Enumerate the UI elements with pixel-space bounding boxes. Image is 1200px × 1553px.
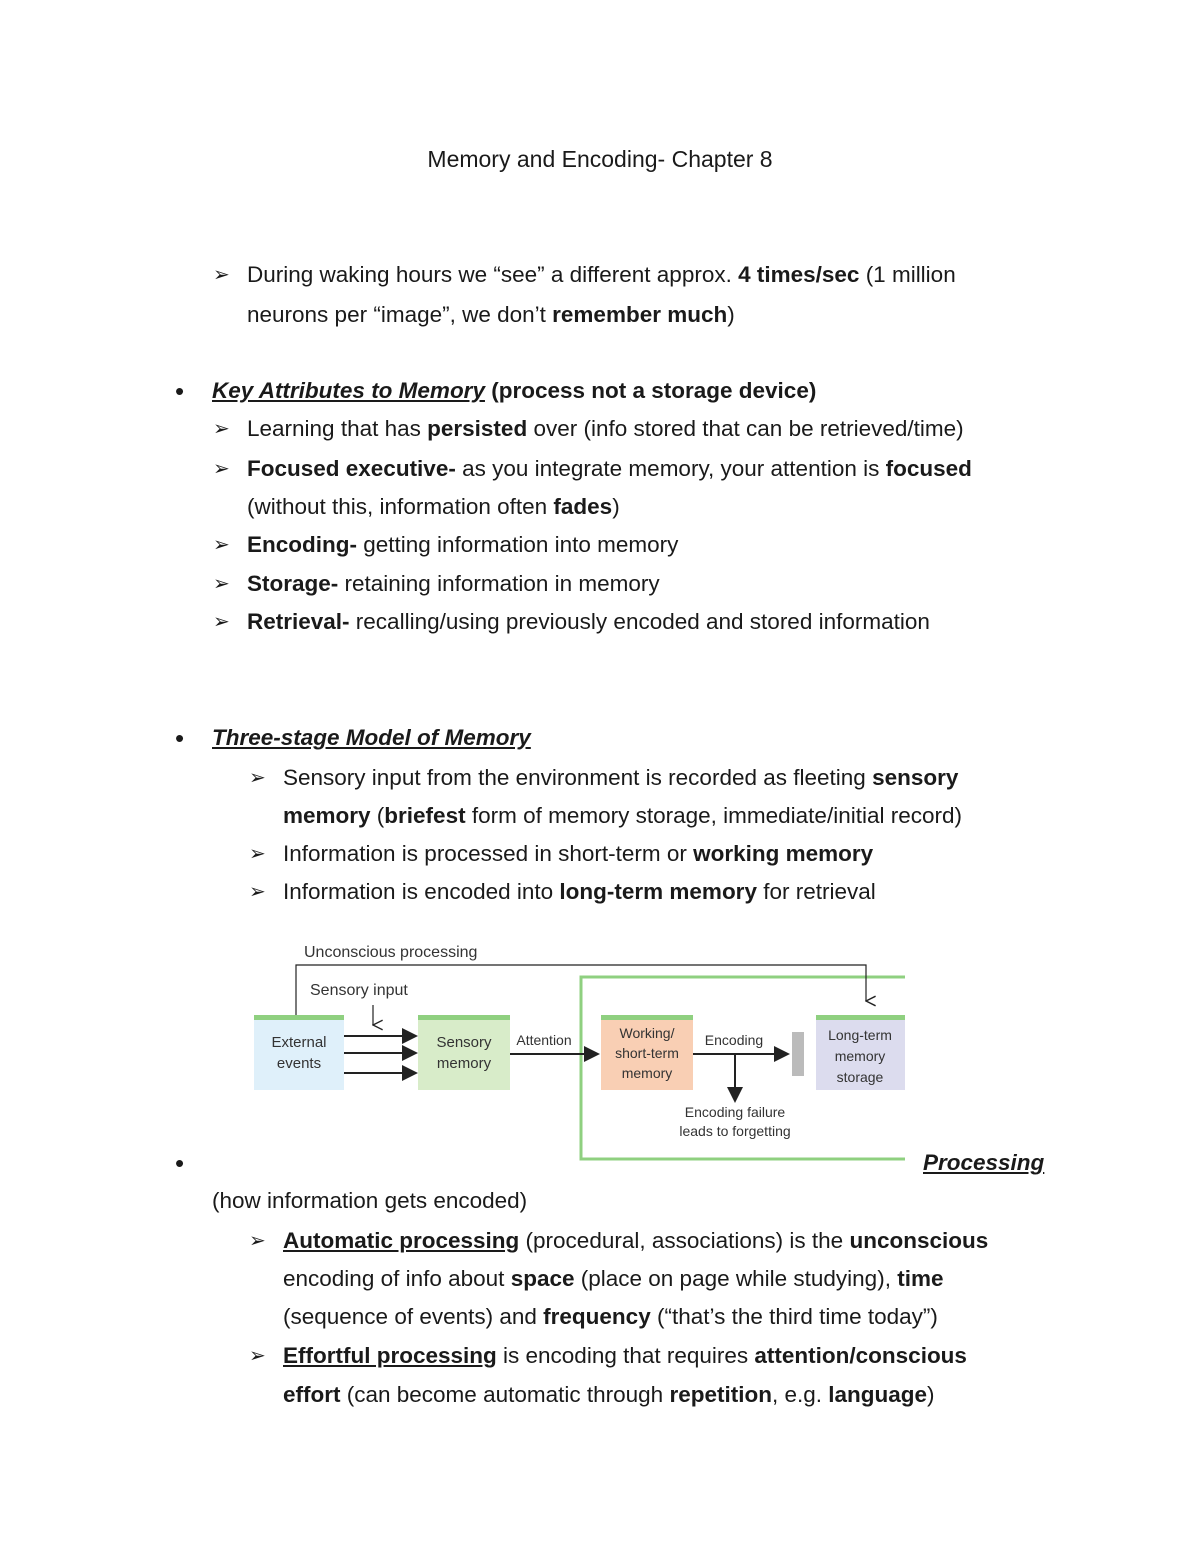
text: (“that’s the third time today”)	[650, 1304, 938, 1329]
text: )	[727, 302, 735, 327]
text: is encoding that requires	[496, 1343, 755, 1368]
list-item	[283, 1342, 967, 1370]
box-accent	[601, 1015, 693, 1020]
arrow-bullet-icon: ➢	[249, 767, 266, 789]
failure-label-1: Encoding failure	[684, 1104, 786, 1120]
working-label-1: Working/	[619, 1025, 675, 1041]
bold-text: attention/conscious	[754, 1343, 967, 1368]
sensory-input-label: Sensory input	[310, 982, 408, 999]
text: as you integrate memory, your attention is	[455, 456, 886, 481]
bold-text: time	[897, 1266, 944, 1291]
heading-text: Three-stage Model of Memory	[212, 725, 531, 750]
list-item	[247, 455, 972, 483]
text: encoding of info about	[283, 1266, 511, 1291]
working-label-2: short-term	[615, 1045, 679, 1061]
bold-text: (process not a storage device)	[484, 378, 817, 403]
bold-text: 4 times/sec	[738, 262, 860, 287]
unconscious-processing-label: Unconscious processing	[304, 944, 478, 961]
bold-text: Storage-	[247, 571, 339, 596]
bold-text: sensory	[872, 765, 959, 790]
sensory-label-2: memory	[436, 1055, 492, 1072]
bold-text: space	[510, 1266, 575, 1291]
bold-text: focused	[885, 456, 972, 481]
text: (without this, information often	[247, 494, 554, 519]
text: (sequence of events) and	[283, 1304, 544, 1329]
encoding-barrier	[792, 1032, 804, 1076]
bullet-dot-icon: •	[175, 376, 185, 406]
text: over (info stored that can be retrieved/time)	[527, 416, 964, 441]
sensory-label-1: Sensory	[436, 1034, 492, 1051]
bold-text: memory	[283, 803, 371, 828]
box-accent	[816, 1015, 905, 1020]
text: , e.g.	[771, 1382, 829, 1407]
bold-text: fades	[553, 494, 613, 519]
list-item-continuation	[283, 1381, 935, 1409]
bold-text: long-term memory	[559, 879, 757, 904]
encoding-label: Encoding	[704, 1032, 764, 1048]
text: )	[927, 1382, 935, 1407]
arrow-bullet-icon: ➢	[249, 1230, 266, 1252]
list-item	[247, 608, 930, 636]
section-key-attributes-heading	[212, 377, 816, 405]
bold-text: unconscious	[849, 1228, 989, 1253]
bold-text: persisted	[427, 416, 528, 441]
text: During waking hours we “see” a different approx.	[247, 262, 739, 287]
text: (place on page while studying),	[574, 1266, 898, 1291]
heading-text: Processing	[923, 1150, 1045, 1175]
text: Learning that has	[247, 416, 428, 441]
ltm-label-1: Long-term	[828, 1027, 892, 1043]
bold-text: working memory	[693, 841, 874, 866]
page-title: Memory and Encoding- Chapter 8	[427, 146, 773, 172]
text: (	[370, 803, 385, 828]
sensory-memory-box	[418, 1018, 510, 1090]
list-item	[247, 570, 660, 598]
bold-text: remember much	[552, 302, 728, 327]
text: neurons per “image”, we don’t	[247, 302, 553, 327]
arrow-bullet-icon: ➢	[249, 843, 266, 865]
text: )	[612, 494, 620, 519]
list-item-continuation	[283, 1303, 938, 1331]
list-item-continuation	[283, 802, 962, 830]
external-label-1: External	[271, 1034, 327, 1051]
intro-line-1	[247, 261, 956, 289]
arrow-bullet-icon: ➢	[249, 881, 266, 903]
bold-text: briefest	[384, 803, 466, 828]
list-item-continuation	[247, 493, 620, 521]
bold-text: Focused executive-	[247, 456, 456, 481]
attention-label: Attention	[516, 1032, 572, 1048]
section-three-stage-heading	[212, 724, 531, 752]
external-label-2: events	[276, 1055, 322, 1072]
arrow-bullet-icon: ➢	[213, 264, 230, 286]
bullet-dot-icon: •	[175, 1148, 185, 1178]
text: for retrieval	[756, 879, 876, 904]
list-item-continuation	[283, 1265, 943, 1293]
box-accent	[418, 1015, 510, 1020]
text: Information is encoded into	[283, 879, 560, 904]
text: form of memory storage, immediate/initial record)	[465, 803, 962, 828]
arrow-bullet-icon: ➢	[213, 534, 230, 556]
text: Information is processed in short-term or	[283, 841, 694, 866]
ltm-label-2: memory	[834, 1048, 886, 1064]
text: (can become automatic through	[340, 1382, 670, 1407]
arrow-bullet-icon: ➢	[213, 573, 230, 595]
three-stage-memory-diagram	[240, 935, 910, 1165]
text: (1 million	[859, 262, 956, 287]
text: getting information into memory	[356, 532, 679, 557]
arrow-bullet-icon: ➢	[213, 611, 230, 633]
underlined-term: Automatic processing	[283, 1228, 520, 1253]
processing-subheading: (how information gets encoded)	[212, 1188, 528, 1213]
failure-label-2: leads to forgetting	[679, 1123, 791, 1139]
list-item	[283, 1227, 988, 1255]
arrow-bullet-icon: ➢	[249, 1345, 266, 1367]
external-events-box	[254, 1018, 344, 1090]
arrow-bullet-icon: ➢	[213, 458, 230, 480]
bold-text: language	[828, 1382, 928, 1407]
working-label-3: memory	[621, 1065, 673, 1081]
text: recalling/using previously encoded and stored information	[349, 609, 930, 634]
bold-text: effort	[283, 1382, 341, 1407]
ltm-label-3: storage	[836, 1069, 884, 1085]
text: Sensory input from the environment is recorded as fleeting	[283, 765, 873, 790]
list-item	[247, 531, 678, 559]
bold-text: Encoding-	[247, 532, 357, 557]
heading-text: Key Attributes to Memory	[212, 378, 485, 403]
box-accent	[254, 1015, 344, 1020]
intro-line-2	[247, 301, 735, 329]
list-item	[283, 878, 876, 906]
bold-text: Retrieval-	[247, 609, 350, 634]
text: retaining information in memory	[338, 571, 660, 596]
bold-text: repetition	[669, 1382, 772, 1407]
list-item	[283, 764, 958, 792]
text: (procedural, associations) is the	[519, 1228, 850, 1253]
bold-text: frequency	[543, 1304, 651, 1329]
bullet-dot-icon: •	[175, 723, 185, 753]
underlined-term: Effortful processing	[283, 1343, 497, 1368]
list-item	[247, 415, 964, 443]
arrow-bullet-icon: ➢	[213, 418, 230, 440]
list-item	[283, 840, 873, 868]
section-processing-heading	[923, 1149, 1044, 1177]
